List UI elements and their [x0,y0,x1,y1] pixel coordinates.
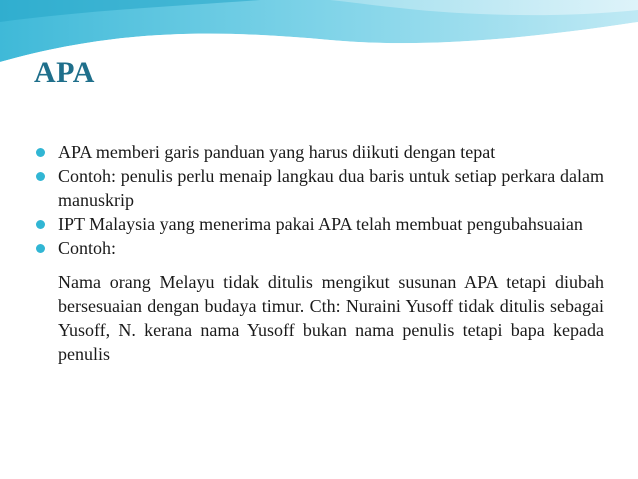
list-item [34,164,604,212]
list-item [34,212,604,236]
example-paragraph: Nama orang Melayu tidak ditulis mengikut susunan APA tetapi diubah bersesuaian dengan budaya timur. Cth: Nuraini Yusoff tidak ditulis sebagai Yusoff, N. kerana nama Yusoff bukan nama penulis tetapi bapa kepada penulis [58,272,604,364]
list-item [34,140,604,164]
bullet-text: IPT Malaysia yang menerima pakai APA telah membuat pengubahsuaian [58,214,583,234]
bullet-icon [36,244,45,253]
bullet-text: Contoh: penulis perlu menaip langkau dua baris untuk setiap perkara dalam manuskrip [58,166,604,210]
bullet-text: APA memberi garis panduan yang harus diikuti dengan tepat [58,142,496,162]
bullet-text: Contoh: [58,238,117,258]
bullet-icon [36,148,45,157]
bullet-list [34,140,604,366]
list-item [34,236,604,260]
bullet-icon [36,172,45,181]
slide-title: APA [34,56,95,89]
bullet-icon [36,220,45,229]
header-wave-decoration [0,0,638,80]
